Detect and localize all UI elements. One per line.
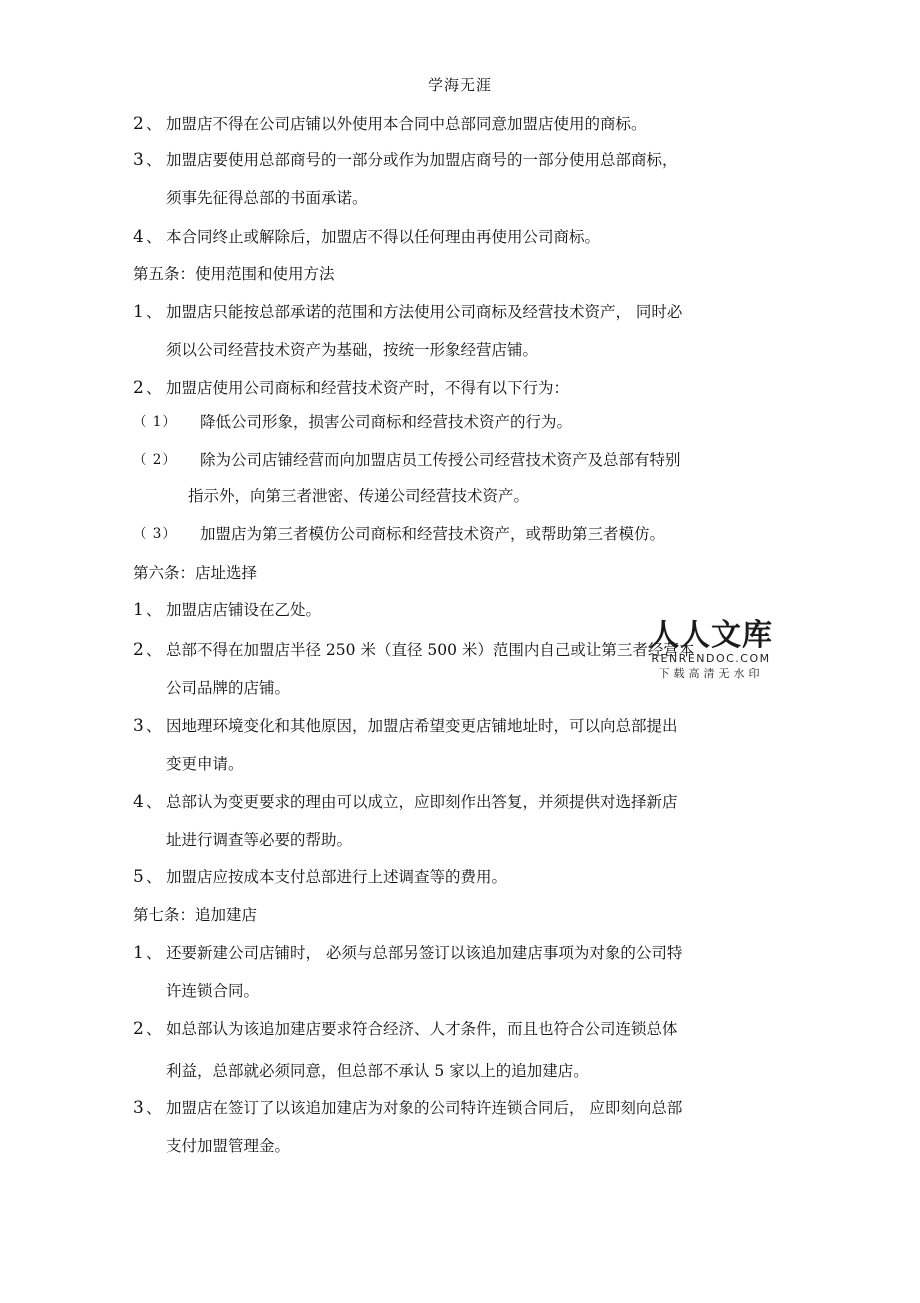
paragraph-line: 加盟店只能按总部承诺的范围和方法使用公司商标及经营技术资产， 同时必 xyxy=(166,303,683,321)
item-number: 2 xyxy=(133,114,144,134)
paragraph-continuation: 址进行调查等必要的帮助。 xyxy=(166,831,353,849)
item-number: 3 xyxy=(133,150,144,170)
paragraph-continuation: 变更申请。 xyxy=(166,755,244,773)
paragraph-continuation: 许连锁合同。 xyxy=(166,982,260,1000)
item-number: 4 xyxy=(133,792,144,812)
paragraph-continuation: 须以公司经营技术资产为基础，按统一形象经营店铺。 xyxy=(166,341,539,359)
section-heading: 第七条：追加建店 xyxy=(133,906,258,924)
paragraph-line: 加盟店店铺设在乙处。 xyxy=(166,601,322,619)
item-separator: 、 xyxy=(146,151,162,169)
watermark-subtitle: 下载高清无水印 xyxy=(658,667,764,680)
item-number: 2 xyxy=(133,378,144,398)
item-number: 1 xyxy=(133,600,144,620)
sub-item-number: （ 2） xyxy=(133,452,177,468)
watermark-title: 人人文库 xyxy=(649,618,773,653)
section-heading: 第五条：使用范围和使用方法 xyxy=(133,265,335,283)
section-heading: 第六条：店址选择 xyxy=(133,564,258,582)
paragraph-line: 加盟店在签订了以该追加建店为对象的公司特许连锁合同后， 应即刻向总部 xyxy=(166,1099,683,1117)
sub-item-number: （ 3） xyxy=(133,526,177,542)
item-number: 1 xyxy=(133,943,144,963)
paragraph-line: 加盟店要使用总部商号的一部分或作为加盟店商号的一部分使用总部商标， xyxy=(166,151,678,169)
paragraph-continuation: 支付加盟管理金。 xyxy=(166,1137,291,1155)
item-number: 3 xyxy=(133,716,144,736)
item-separator: 、 xyxy=(146,1099,162,1117)
paragraph-line: 加盟店应按成本支付总部进行上述调查等的费用。 xyxy=(166,868,508,886)
item-separator: 、 xyxy=(146,793,162,811)
item-separator: 、 xyxy=(146,115,162,133)
paragraph-line: 加盟店不得在公司店铺以外使用本合同中总部同意加盟店使用的商标。 xyxy=(166,115,647,133)
item-number: 3 xyxy=(133,1098,144,1118)
item-separator: 、 xyxy=(146,717,162,735)
item-separator: 、 xyxy=(146,228,162,246)
paragraph-line: 总部不得在加盟店半径 250 米（直径 500 米）范围内自己或让第三者经营本 xyxy=(166,641,695,659)
page-header: 学海无涯 xyxy=(427,76,492,94)
paragraph-continuation: 公司品牌的店铺。 xyxy=(166,679,291,697)
item-separator: 、 xyxy=(146,1020,162,1038)
paragraph-line: 因地理环境变化和其他原因，加盟店希望变更店铺地址时，可以向总部提出 xyxy=(166,717,678,735)
watermark-url: RENRENDOC.COM xyxy=(651,652,771,665)
item-separator: 、 xyxy=(146,868,162,886)
item-number: 2 xyxy=(133,640,144,660)
item-separator: 、 xyxy=(146,944,162,962)
item-separator: 、 xyxy=(146,641,162,659)
item-separator: 、 xyxy=(146,601,162,619)
watermark-logo xyxy=(647,620,775,682)
paragraph-line: 本合同终止或解除后，加盟店不得以任何理由再使用公司商标。 xyxy=(166,228,601,246)
item-number: 5 xyxy=(133,867,144,887)
sub-item-line: 加盟店为第三者模仿公司商标和经营技术资产，或帮助第三者模仿。 xyxy=(200,525,666,543)
sub-item-number: （ 1） xyxy=(133,414,177,430)
item-number: 2 xyxy=(133,1019,144,1039)
sub-item-line: 除为公司店铺经营而向加盟店员工传授公司经营技术资产及总部有特别 xyxy=(200,451,681,469)
item-number: 1 xyxy=(133,302,144,322)
paragraph-line: 加盟店使用公司商标和经营技术资产时，不得有以下行为： xyxy=(166,379,570,397)
paragraph-line: 如总部认为该追加建店要求符合经济、人才条件，而且也符合公司连锁总体 xyxy=(166,1020,678,1038)
paragraph-continuation: 利益，总部就必须同意，但总部不承认 5 家以上的追加建店。 xyxy=(166,1062,589,1080)
paragraph-line: 总部认为变更要求的理由可以成立，应即刻作出答复，并须提供对选择新店 xyxy=(166,793,678,811)
item-number: 4 xyxy=(133,227,144,247)
paragraph-line: 还要新建公司店铺时， 必须与总部另签订以该追加建店事项为对象的公司特 xyxy=(166,944,683,962)
item-separator: 、 xyxy=(146,303,162,321)
sub-item-line: 降低公司形象，损害公司商标和经营技术资产的行为。 xyxy=(200,413,573,431)
sub-item-continuation: 指示外，向第三者泄密、传递公司经营技术资产。 xyxy=(188,487,530,505)
paragraph-continuation: 须事先征得总部的书面承诺。 xyxy=(166,189,368,207)
item-separator: 、 xyxy=(146,379,162,397)
